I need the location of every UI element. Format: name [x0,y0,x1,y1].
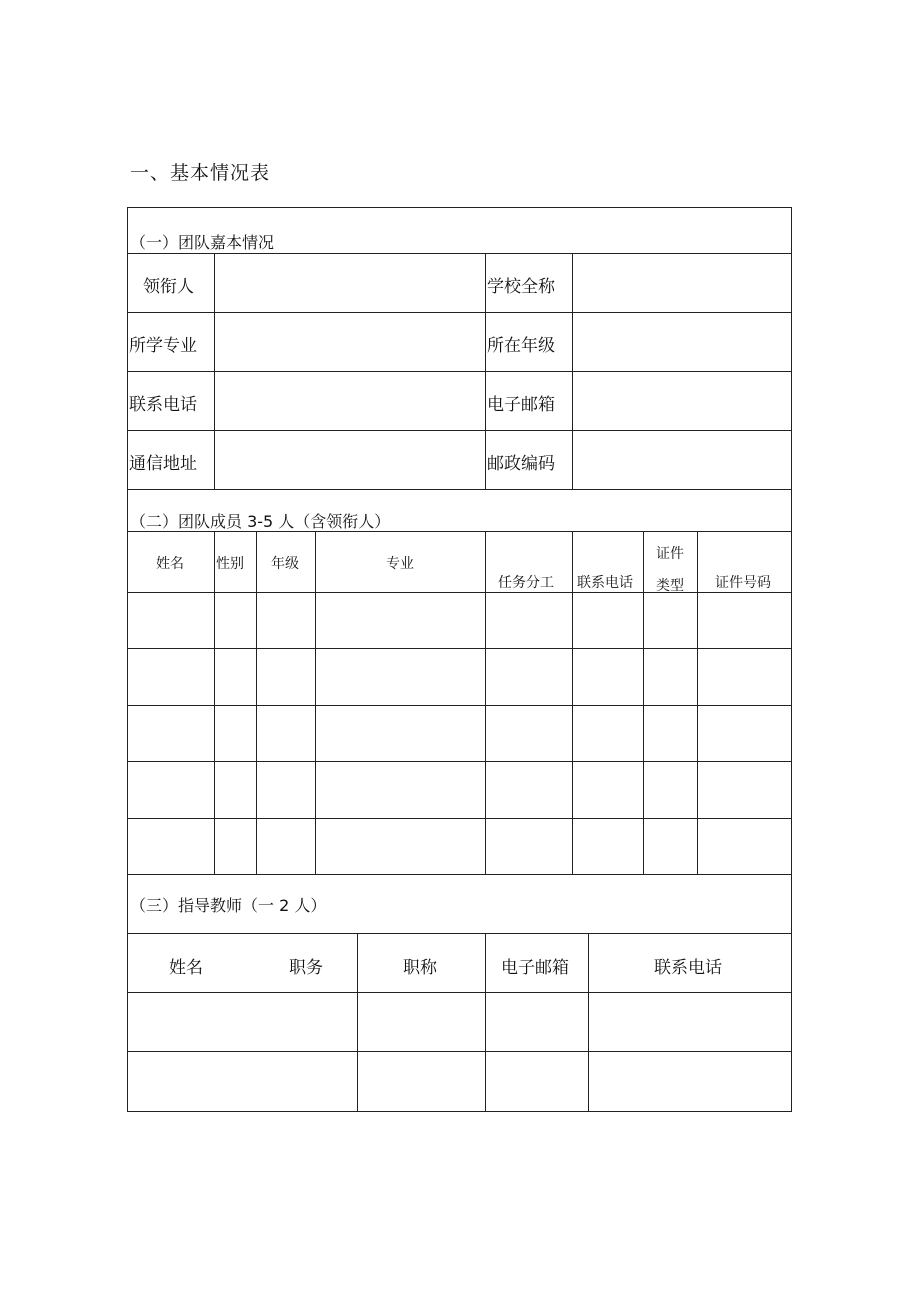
label-grade: 所在年级 [487,336,555,356]
label-school: 学校全称 [487,277,555,297]
label-major: 所学专业 [129,336,197,356]
col-task: 任务分工 [498,575,554,591]
divider [127,761,792,762]
label-postcode: 邮政编码 [487,454,555,474]
col-id-type-line1: 证件 [656,546,684,562]
divider [127,253,792,254]
label-email: 电子邮箱 [487,395,555,415]
divider [127,818,792,819]
advisor-col-email: 电子邮箱 [501,958,569,978]
divider [214,253,215,490]
col-id-number: 证件号码 [715,575,771,591]
label-leader: 领衔人 [143,277,194,297]
divider [127,705,792,706]
field-leader[interactable] [216,255,484,311]
divider [127,992,792,993]
col-grade: 年级 [271,556,299,572]
advisor-col-name: 姓名 [169,958,203,978]
col-id-type-line2: 类型 [656,578,684,594]
col-name: 姓名 [156,556,184,572]
col-gender: 性别 [216,556,244,572]
divider [127,489,792,490]
field-school[interactable] [574,255,790,311]
col-phone: 联系电话 [577,575,633,591]
table-row[interactable] [129,650,790,704]
table-row[interactable] [129,707,790,760]
divider [127,874,792,875]
field-email[interactable] [574,373,790,429]
advisor-col-phone: 联系电话 [654,958,722,978]
col-major: 专业 [386,556,414,572]
table-row[interactable] [129,820,790,873]
divider [485,253,486,490]
field-postcode[interactable] [574,432,790,488]
divider [127,312,792,313]
divider [127,648,792,649]
field-grade[interactable] [574,314,790,370]
divider [127,1051,792,1052]
divider [127,531,792,532]
divider [127,430,792,431]
advisor-col-title: 职称 [403,958,437,978]
table-row[interactable] [129,594,790,647]
divider [572,253,573,490]
table-row[interactable] [129,763,790,817]
advisor-col-position: 职务 [289,958,323,978]
field-major[interactable] [216,314,484,370]
divider [127,592,792,593]
label-address: 通信地址 [129,454,197,474]
divider [127,933,792,934]
section3-header: （三）指导教师（一 2 人） [130,896,327,915]
label-phone: 联系电话 [129,395,197,415]
table-row[interactable] [129,994,790,1050]
section2-header: （二）团队成员 3-5 人（含领衔人） [130,512,391,531]
field-phone[interactable] [216,373,484,429]
section1-header: （一）团队嘉本情况 [130,233,275,252]
table-row[interactable] [129,1053,790,1110]
page-title: 一、基本情况表 [130,162,271,184]
divider [127,371,792,372]
field-address[interactable] [216,432,484,488]
